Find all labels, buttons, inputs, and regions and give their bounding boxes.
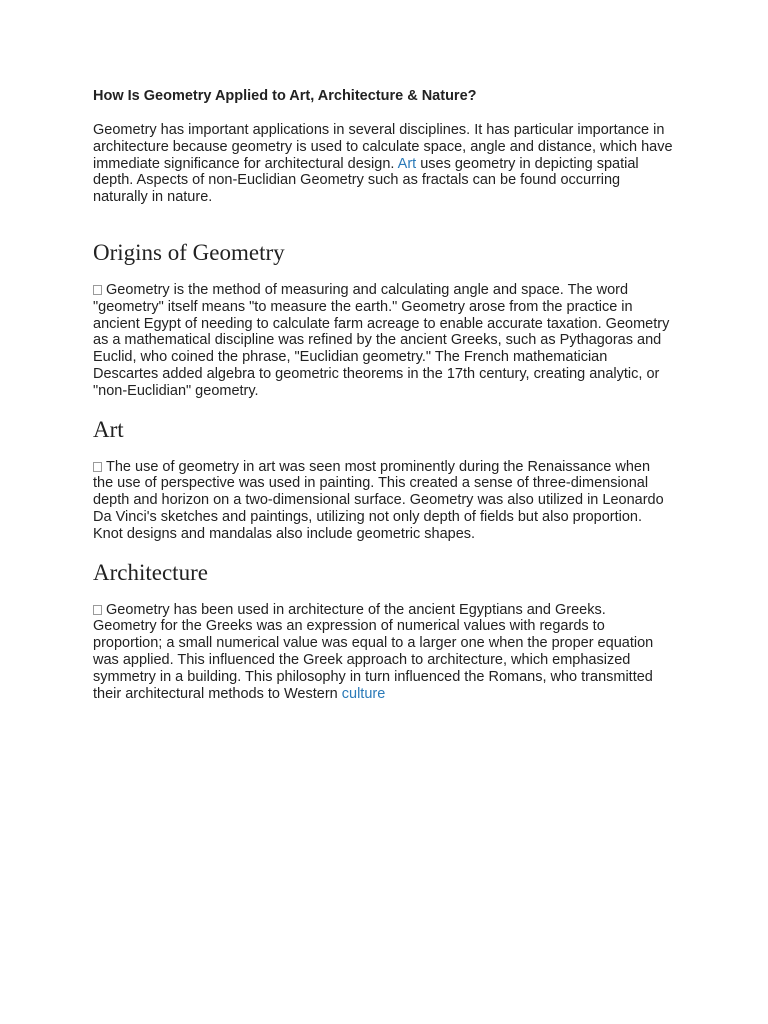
intro-text-before-link: Geometry has important applications in several disciplines. It has particular importance in architecture because geometry is used to calculate space, angle and distance, which have immediate significance for architectural design.: [93, 122, 673, 172]
intro-paragraph: [93, 122, 673, 206]
culture-link[interactable]: culture: [341, 685, 386, 702]
art-link[interactable]: Art: [397, 155, 417, 172]
section-body-origins: Geometry is the method of measuring and calculating angle and space. The word "geometry" itself means "to measure the earth." Geometry arose from the practice in ancient Egypt of needing to calculate farm acreage to enable accurate taxation. Geometry as a mathematical discipline was refined by the ancient Greeks, such as Pythagoras and Euclid, who coined the phrase, "Euclidian geometry." The French mathematician Descartes added algebra to geometric theorems in the 17th century, creating analytic, or "non-Euclidian" geometry.: [93, 281, 670, 399]
missing-glyph-icon: [93, 285, 102, 295]
section-body-architecture: Geometry has been used in architecture of the ancient Egyptians and Greeks. Geometry for the Greeks was an expression of numerical values with regards to proportion; a small numerical value was equal to a larger one when the proper equation was applied. This influenced the Greek approach to architecture, which emphasized symmetry in a building. This philosophy in turn influenced the Romans, who transmitted their architectural methods to Western: [93, 601, 654, 702]
section-body-art: The use of geometry in art was seen most prominently during the Renaissance when the use of perspective was used in painting. This created a sense of three-dimensional depth and horizon on a two-dimensional surface. Geometry was also utilized in Leonardo Da Vinci's sketches and paintings, utilizing not only depth of fields but also proportion. Knot designs and mandalas also include geometric shapes.: [93, 458, 664, 542]
section-heading-art: Art: [93, 416, 124, 442]
section-heading-architecture: Architecture: [93, 559, 208, 585]
section-heading-origins: Origins of Geometry: [93, 239, 285, 265]
document-title: How Is Geometry Applied to Art, Architecture & Nature?: [93, 88, 477, 104]
section-text-art: [93, 459, 673, 543]
intro-text-after-link: uses geometry in depicting spatial depth. Aspects of non-Euclidian Geometry such as fractals can be found occurring naturally in nature.: [93, 155, 639, 206]
missing-glyph-icon: [93, 605, 102, 615]
section-text-architecture: [93, 602, 673, 703]
missing-glyph-icon: [93, 462, 102, 472]
document-page: [93, 86, 673, 718]
section-text-origins: [93, 282, 673, 400]
